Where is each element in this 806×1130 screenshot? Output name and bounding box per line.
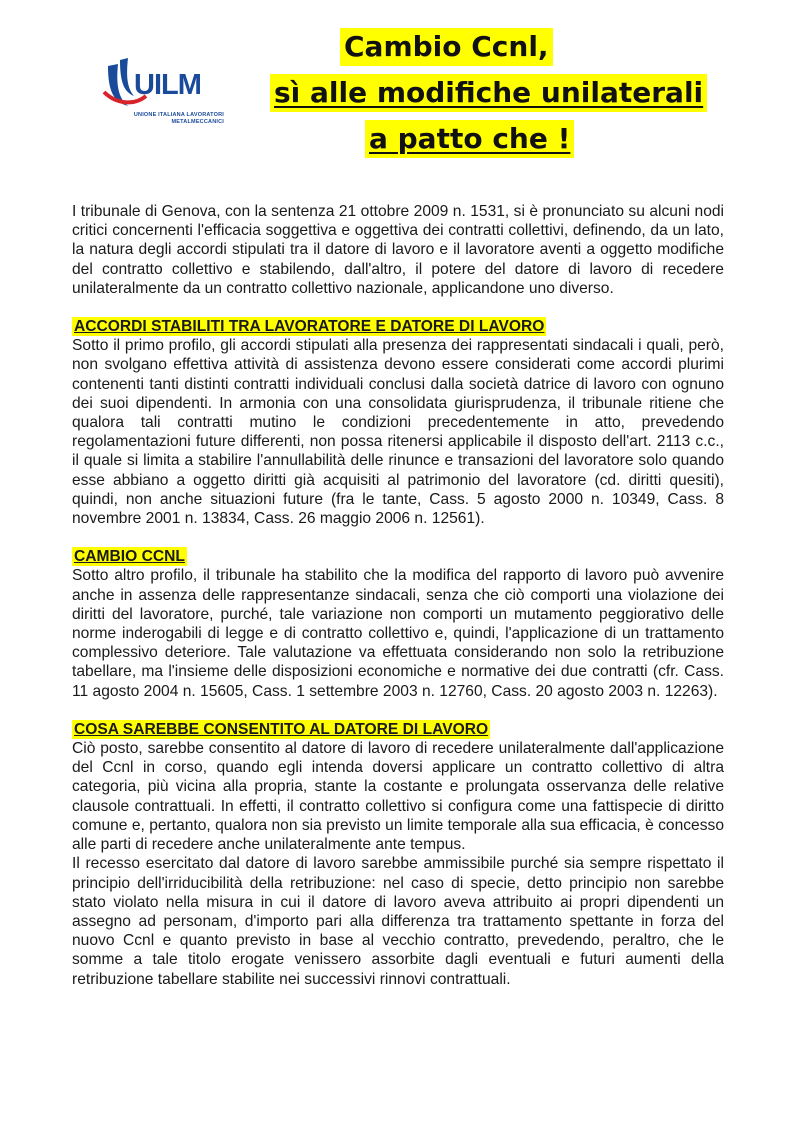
title-line-1: Cambio Ccnl, xyxy=(340,28,553,66)
document-title xyxy=(230,28,710,166)
uilm-logo xyxy=(100,52,230,132)
section-accordi xyxy=(72,317,724,528)
logo-subtitle: UNIONE ITALIANA LAVORATORI METALMECCANICI xyxy=(133,112,224,125)
section-consentito xyxy=(72,720,724,989)
section-paragraph: Sotto il primo profilo, gli accordi stipulati alla presenza dei rappresentati sindacali i quali, però, non svolgano effettiva attività di assistenza devono essere considerati come accordi plurimi contenenti tanti distinti contratti individuali conclusi dalla società datrice di lavoro con ognuno dei suoi dipendenti. In armonia con una consolidata giurisprudenza, il tribunale ritiene che qualora tali contratti mutino le condizioni precedentemente in atto, prevedendo regolamentazioni future differenti, non possa ritenersi applicabile il disposto dell'art. 2113 c.c., il quale si limita a stabilire l'annullabilità delle rinunce e transazioni del lavoratore solo quando esse abbiano a oggetto diritti già acquisiti al patrimonio del lavoratore (cd. diritti quesiti), quindi, non anche situazioni future (fra le tante, Cass. 5 agosto 2000 n. 10349, Cass. 8 novembre 2001 n. 13834, Cass. 26 maggio 2006 n. 12561). xyxy=(72,337,724,528)
section-paragraph: Il recesso esercitato dal datore di lavoro sarebbe ammissibile purché sia sempre rispettato il principio dell'irriducibilità della retribuzione: nel caso di specie, detto principio non sarebbe stato violato nella misura in cui il datore di lavoro aveva attribuito ai propri dipendenti un assegno ad personam, d'importo pari alla differenza tra trattamento spettante in forza del nuovo Ccnl e quanto previsto in base al vecchio contratto, prevedendo, peraltro, che le somme a tale titolo erogate venissero assorbite dagli eventuali e futuri aumenti della retribuzione tabellare stabilite nei successivi rinnovi contrattuali. xyxy=(72,855,724,988)
document-body xyxy=(72,202,724,989)
intro-paragraph: I tribunale di Genova, con la sentenza 21 ottobre 2009 n. 1531, si è pronunciato su alcuni nodi critici concernenti l'efficacia soggettiva e oggettiva dei contratti collettivi, definendo, da un lato, la natura degli accordi stipulati tra il datore di lavoro e il lavoratore aventi a oggetto modifiche del contratto collettivo e stabilendo, dall'altro, il potere del datore di lavoro di recedere unilateralmente da un contratto collettivo nazionale, applicandone uno diverso. xyxy=(72,203,724,297)
section-heading: CAMBIO CCNL xyxy=(74,548,185,566)
logo-text: UILM xyxy=(134,69,201,101)
title-line-3: a patto che ! xyxy=(365,120,574,158)
section-heading: COSA SAREBBE CONSENTITO AL DATORE DI LAVORO xyxy=(74,720,489,738)
section-heading: ACCORDI STABILITI TRA LAVORATORE E DATORE DI LAVORO xyxy=(74,318,545,336)
section-paragraph: Ciò posto, sarebbe consentito al datore di lavoro di recedere unilateralmente dall'applicazione del Ccnl in corso, quando egli intenda doversi applicare un contratto collettivo di altra categoria, più vicina alla propria, stante la costante e prolungata osservanza delle relative clausole contrattuali. In effetti, il contratto collettivo si configura come una fattispecie di diritto comune e, pertanto, qualora non sia previsto un limite temporale alla sua efficacia, è concesso alle parti di recedere anche unilateralmente ante tempus. xyxy=(72,740,724,854)
section-cambio-ccnl xyxy=(72,547,724,701)
title-line-2: sì alle modifiche unilaterali xyxy=(270,74,707,112)
section-paragraph: Sotto altro profilo, il tribunale ha stabilito che la modifica del rapporto di lavoro può avvenire anche in assenza delle rappresentanze sindacali, senza che ciò comporti una violazione dei diritti del lavoratore, purché, tale variazione non comporti un mutamento peggiorativo delle norme inderogabili di legge e di contratto collettivo e, quindi, l'applicazione di un trattamento complessivo deteriore. Tale valutazione va effettuata considerando non solo la retribuzione tabellare, ma l'insieme delle disposizioni economiche e normative dei due contratti (cfr. Cass. 11 agosto 2004 n. 15605, Cass. 1 settembre 2003 n. 12760, Cass. 20 agosto 2003 n. 12263). xyxy=(72,567,724,700)
